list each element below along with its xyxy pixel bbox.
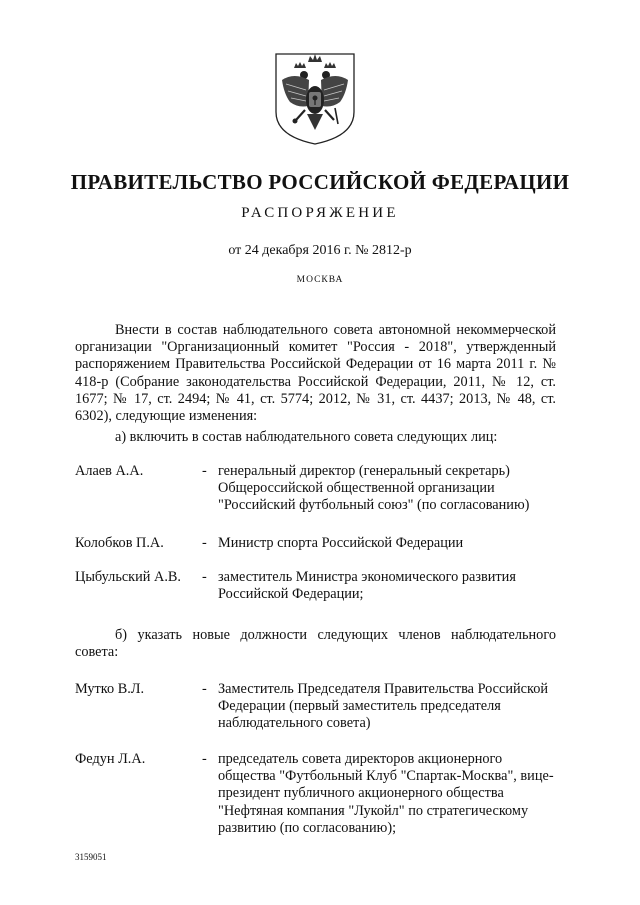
member-role: генеральный директор (генеральный секретарь) Общероссийской общественной организации "Российский футбольный союз" (по согласованию) (218, 463, 530, 514)
document-type: РАСПОРЯЖЕНИЕ (241, 205, 399, 221)
member-dash: - (202, 751, 207, 767)
member-name: Федун Л.А. (75, 751, 146, 767)
member-name: Алаев А.А. (75, 463, 144, 479)
member-role: Министр спорта Российской Федерации (218, 535, 464, 551)
section-b-heading: б) указать новые должности следующих членов наблюдательного совета: (75, 627, 556, 661)
section-a-heading: а) включить в состав наблюдательного совета следующих лиц: (115, 429, 498, 445)
member-dash: - (202, 681, 207, 697)
member-dash: - (202, 569, 207, 585)
member-dash: - (202, 535, 207, 551)
member-name: Колобков П.А. (75, 535, 164, 551)
member-role: Заместитель Председателя Правительства Российской Федерации (первый заместитель председателя наблюдательного совета) (218, 681, 549, 732)
member-name: Мутко В.Л. (75, 681, 145, 697)
issuing-city: МОСКВА (296, 275, 344, 285)
document-date-number: от 24 декабря 2016 г. № 2812-р (228, 243, 412, 258)
member-name: Цыбульский А.В. (75, 569, 182, 585)
member-role: заместитель Министра экономического развития Российской Федерации; (218, 569, 516, 603)
intro-paragraph: Внести в состав наблюдательного совета автономной некоммерческой организации "Организационный комитет "Россия - 2018", утвержденный распоряжением Правительства Российской Федерации от 16 марта 2011 г. № 418-р (Собрание законодательства Российской Федерации, 2011, № 12, ст. 1677; № 17, ст. 2494; № 41, ст. 5774; 2012, № 31, ст. 4437; 2013, № 48, ст. 6302), следующие изменения: (75, 322, 556, 425)
russian-coat-of-arms-icon (272, 50, 358, 146)
document-code: 3159051 (75, 852, 107, 862)
government-title: ПРАВИТЕЛЬСТВО РОССИЙСКОЙ ФЕДЕРАЦИИ (70, 170, 570, 194)
member-role: председатель совета директоров акционерного общества "Футбольный Клуб "Спартак-Москва", вице-президент публичного акционерного общества "Нефтяная компания "Лукойл" по стратегическому развитию (по согласованию); (218, 751, 554, 836)
member-dash: - (202, 463, 207, 479)
